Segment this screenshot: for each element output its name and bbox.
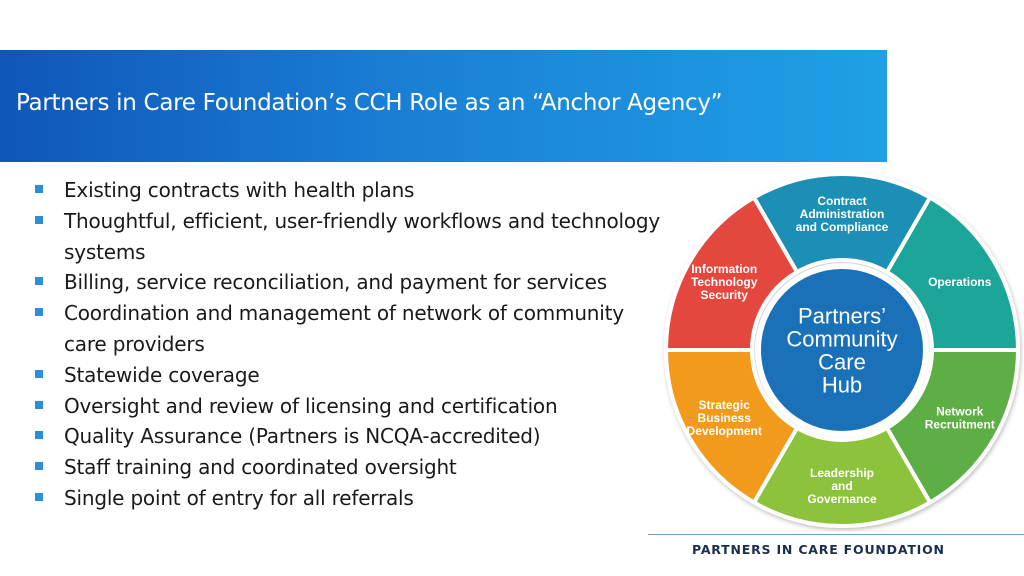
square-bullet-icon bbox=[35, 431, 43, 439]
bullet-item bbox=[32, 360, 662, 391]
segment-label: Strategic Business Development bbox=[686, 398, 762, 438]
bullet-text: Single point of entry for all referrals bbox=[64, 485, 414, 510]
bullet-text: Thoughtful, efficient, user-friendly workflows and technology systems bbox=[64, 208, 661, 264]
segment-label: Operations bbox=[928, 275, 992, 289]
square-bullet-icon bbox=[35, 401, 43, 409]
segment-label: Network Recruitment bbox=[924, 404, 995, 432]
bullet-item bbox=[32, 483, 662, 514]
square-bullet-icon bbox=[35, 277, 43, 285]
square-bullet-icon bbox=[35, 493, 43, 501]
bullet-item bbox=[32, 298, 662, 360]
square-bullet-icon bbox=[35, 185, 43, 193]
bullet-item bbox=[32, 267, 662, 298]
bullet-text: Coordination and management of network of community care providers bbox=[64, 301, 624, 356]
square-bullet-icon bbox=[35, 462, 43, 470]
bullet-item bbox=[32, 206, 662, 268]
bullet-text: Staff training and coordinated oversight bbox=[64, 455, 457, 480]
bullet-text: Billing, service reconciliation, and payment for services bbox=[64, 270, 607, 295]
footer-divider bbox=[648, 534, 1024, 535]
square-bullet-icon bbox=[35, 216, 43, 224]
bullet-item bbox=[32, 452, 662, 483]
bullet-list bbox=[32, 175, 662, 514]
community-care-hub-wheel bbox=[660, 168, 1024, 532]
segment-label: Information Technology Security bbox=[690, 262, 758, 302]
bullet-item bbox=[32, 421, 662, 452]
square-bullet-icon bbox=[35, 308, 43, 316]
title-bar bbox=[0, 50, 887, 162]
bullet-item bbox=[32, 175, 662, 206]
segment-label: Contract Administration and Compliance bbox=[795, 194, 889, 234]
footer-brand: PARTNERS IN CARE FOUNDATION bbox=[692, 542, 945, 557]
square-bullet-icon bbox=[35, 370, 43, 378]
bullet-text: Statewide coverage bbox=[64, 362, 260, 387]
bullet-text: Quality Assurance (Partners is NCQA-accredited) bbox=[64, 424, 541, 449]
bullet-item bbox=[32, 391, 662, 422]
bullet-text: Oversight and review of licensing and certification bbox=[64, 393, 558, 418]
page-title: Partners in Care Foundation’s CCH Role as an “Anchor Agency” bbox=[16, 90, 723, 116]
hub-title: Partners’ Community Care Hub bbox=[786, 303, 898, 398]
bullet-text: Existing contracts with health plans bbox=[64, 178, 415, 202]
segment-label: Leadership and Governance bbox=[807, 466, 877, 506]
